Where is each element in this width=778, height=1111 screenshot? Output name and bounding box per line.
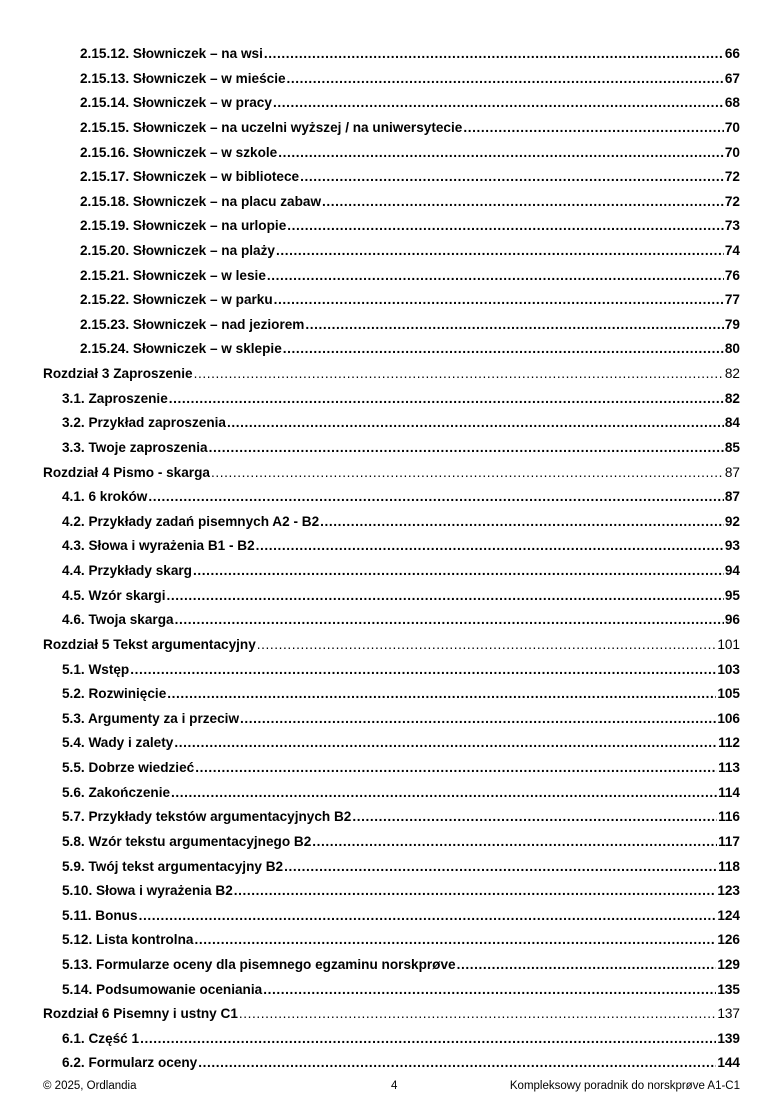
toc-entry-page: 84 [724,415,740,431]
toc-chapter-entry[interactable] [43,636,740,654]
toc-entry-title: 2.15.16. Słowniczek – w szkole [80,144,278,160]
toc-entry-page: 103 [717,661,740,677]
toc-entry[interactable] [62,661,740,679]
toc-entry-title: 5.11. Bonus [62,907,138,923]
toc-entry-title: Rozdział 5 Tekst argumentacyjny [43,636,256,652]
toc-dot-leader [167,587,724,605]
toc-entry-page: 79 [724,316,740,332]
toc-entry[interactable] [62,488,740,506]
toc-entry-title: Rozdział 3 Zaproszenie [43,366,193,382]
toc-entry-title: 2.15.14. Słowniczek – w pracy [80,95,272,111]
toc-dot-leader [148,488,723,506]
toc-entry-title: 5.8. Wzór tekstu argumentacyjnego B2 [62,833,312,849]
toc-entry[interactable] [62,710,740,728]
toc-entry[interactable] [80,316,740,334]
toc-entry-title: 5.12. Lista kontrolna [62,932,194,948]
toc-entry-page: 129 [717,956,740,972]
toc-entry-title: 5.1. Wstęp [62,661,130,677]
toc-dot-leader [167,685,716,703]
toc-entry[interactable] [62,1054,740,1072]
toc-entry-title: 2.15.20. Słowniczek – na plaży [80,243,275,258]
toc-entry[interactable] [62,562,740,580]
toc-dot-leader [139,907,717,925]
toc-dot-leader [322,193,724,211]
toc-entry[interactable] [62,685,740,703]
toc-entry[interactable] [62,784,740,802]
toc-entry-title: 2.15.22. Słowniczek – w parku [80,292,273,308]
toc-dot-leader [198,1054,716,1072]
toc-entry[interactable] [80,119,740,137]
toc-entry-title: 2.15.24. Słowniczek – w sklepie [80,341,282,357]
toc-entry-page: 137 [717,1006,740,1022]
toc-dot-leader [352,808,717,826]
toc-entry[interactable] [80,94,740,112]
toc-entry-page: 113 [718,760,740,775]
toc-entry-title: 5.9. Twój tekst argumentacyjny B2 [62,858,284,874]
toc-entry-page: 70 [724,119,740,135]
toc-entry[interactable] [80,217,740,235]
toc-entry-page: 80 [724,341,740,357]
toc-entry[interactable] [62,882,740,900]
toc-entry-page: 123 [717,883,740,899]
toc-entry-title: 2.15.21. Słowniczek – w lesie [80,267,266,283]
toc-dot-leader [211,464,724,482]
toc-dot-leader [239,1005,716,1023]
toc-entry-page: 66 [724,46,740,61]
toc-entry-page: 87 [724,489,740,505]
toc-entry-title: 6.2. Formularz oceny [62,1055,198,1071]
toc-entry[interactable] [62,513,740,531]
toc-dot-leader [283,340,724,358]
toc-entry-title: 4.3. Słowa i wyrażenia B1 - B2 [62,538,255,554]
toc-entry[interactable] [80,242,740,260]
toc-entry-page: 117 [718,833,740,849]
toc-entry-page: 124 [717,907,740,923]
toc-entry[interactable] [62,833,740,851]
toc-dot-leader [457,956,717,974]
toc-dot-leader [195,759,717,777]
toc-dot-leader [276,242,724,260]
toc-entry-page: 70 [724,144,740,160]
toc-entry-title: 2.15.23. Słowniczek – nad jeziorem [80,316,305,332]
toc-entry-page: 82 [724,390,740,406]
toc-entry-title: 2.15.15. Słowniczek – na uczelni wyższej / na uniwersytecie [80,119,463,135]
toc-entry-page: 74 [724,243,740,258]
toc-chapter-entry[interactable] [43,365,740,383]
toc-entry[interactable] [80,291,740,309]
toc-entry-title: 4.6. Twoja skarga [62,612,174,628]
toc-dot-leader [193,562,724,580]
toc-dot-leader [284,858,717,876]
toc-entry[interactable] [62,858,740,876]
toc-entry-title: 3.3. Twoje zaproszenia [62,439,208,455]
toc-dot-leader [287,217,724,235]
toc-entry-title: 2.15.19. Słowniczek – na urlopie [80,218,287,234]
toc-entry-page: 92 [724,513,740,529]
toc-entry-title: 5.13. Formularze oceny dla pisemnego egzaminu norskprøve [62,956,456,972]
toc-entry[interactable] [62,414,740,432]
toc-entry-title: 2.15.18. Słowniczek – na placu zabaw [80,193,322,209]
toc-entry-page: 76 [724,267,740,283]
toc-entry[interactable] [62,931,740,949]
toc-entry[interactable] [62,734,740,752]
toc-entry-title: 5.6. Zakończenie [62,784,171,800]
toc-entry-page: 95 [724,587,740,603]
toc-entry-title: 3.2. Przykład zaproszenia [62,415,226,431]
toc-dot-leader [267,267,724,285]
toc-entry-page: 68 [724,95,740,111]
toc-entry[interactable] [62,981,740,999]
toc-entry[interactable] [80,193,740,211]
toc-entry-page: 73 [724,218,740,234]
toc-entry[interactable] [62,611,740,629]
toc-entry-page: 72 [724,169,740,185]
toc-entry-title: 5.5. Dobrze wiedzieć [62,760,195,775]
toc-entry-page: 126 [717,932,740,948]
toc-dot-leader [312,833,717,851]
toc-entry-page: 77 [724,292,740,308]
toc-dot-leader [320,513,724,531]
toc-dot-leader [234,882,717,900]
toc-entry-page: 94 [724,563,740,578]
toc-dot-leader [287,70,724,88]
footer-page-number: 4 [391,1080,398,1092]
toc-entry-page: 105 [717,686,740,702]
toc-entry-title: 2.15.12. Słowniczek – na wsi [80,46,263,61]
toc-dot-leader [256,537,724,555]
toc-entry-page: 85 [724,439,740,455]
toc-entry-page: 112 [718,735,740,751]
toc-dot-leader [140,1030,716,1048]
toc-entry[interactable] [80,168,740,186]
toc-entry-page: 96 [724,612,740,628]
toc-entry-title: 2.15.13. Słowniczek – w mieście [80,70,286,86]
toc-entry-page: 101 [717,636,740,652]
toc-entry[interactable] [62,759,740,777]
toc-dot-leader [194,365,724,383]
toc-entry-title: 5.10. Słowa i wyrażenia B2 [62,883,233,899]
toc-entry[interactable] [80,340,740,358]
toc-dot-leader [305,316,723,334]
toc-entry-title: 3.1. Zaproszenie [62,390,168,406]
toc-dot-leader [194,931,716,949]
toc-entry[interactable] [62,390,740,408]
toc-entry[interactable] [80,267,740,285]
toc-entry-page: 118 [718,858,740,874]
toc-entry-page: 72 [724,193,740,209]
toc-entry[interactable] [62,808,740,826]
toc-entry[interactable] [80,45,740,63]
toc-dot-leader [278,144,724,162]
toc-entry[interactable] [62,907,740,925]
toc-entry-page: 144 [717,1055,740,1071]
toc-entry-page: 93 [724,538,740,554]
toc-chapter-entry[interactable] [43,464,740,482]
toc-dot-leader [227,414,724,432]
toc-entry-title: 5.2. Rozwinięcie [62,686,167,702]
toc-chapter-entry[interactable] [43,1005,740,1023]
toc-entry-page: 87 [724,464,740,480]
toc-entry-title: Rozdział 4 Pismo - skarga [43,464,210,480]
toc-entry-page: 67 [724,70,740,86]
toc-entry-title: 4.2. Przykłady zadań pisemnych A2 - B2 [62,513,320,529]
toc-entry-title: 5.4. Wady i zalety [62,735,174,751]
toc-dot-leader [240,710,716,728]
toc-entry-page: 82 [724,366,740,382]
toc-dot-leader [209,439,724,457]
toc-entry-page: 114 [718,784,740,800]
toc-dot-leader [175,611,724,629]
footer-book-title: Kompleksowy poradnik do norskprøve A1-C1 [509,1080,740,1092]
toc-entry-title: 4.4. Przykłady skarg [62,563,192,578]
toc-entry-page: 135 [717,981,740,997]
toc-dot-leader [264,45,724,63]
toc-entry-title: 4.5. Wzór skargi [62,587,166,603]
toc-dot-leader [257,636,717,654]
toc-dot-leader [263,981,716,999]
toc-entry-title: 5.7. Przykłady tekstów argumentacyjnych B2 [62,809,352,825]
toc-entry-title: Rozdział 6 Pisemny i ustny C1 [43,1006,238,1022]
page-footer [43,1080,740,1096]
toc-entry[interactable] [80,70,740,88]
toc-dot-leader [174,734,717,752]
toc-entry-title: 4.1. 6 kroków [62,489,148,505]
toc-entry-page: 106 [717,710,740,726]
toc-dot-leader [300,168,724,186]
toc-dot-leader [169,390,724,408]
toc-dot-leader [130,661,716,679]
toc-entry[interactable] [62,439,740,457]
toc-entry-title: 2.15.17. Słowniczek – w bibliotece [80,169,300,185]
toc-dot-leader [171,784,717,802]
toc-entry[interactable] [62,537,740,555]
toc-dot-leader [273,94,724,112]
toc-dot-leader [463,119,724,137]
footer-copyright: © 2025, Ordlandia [43,1080,137,1092]
toc-entry-page: 139 [717,1030,740,1046]
toc-entry-title: 5.3. Argumenty za i przeciw [62,710,240,726]
toc-entry[interactable] [62,956,740,974]
toc-entry[interactable] [62,1030,740,1048]
toc-entry[interactable] [62,587,740,605]
toc-dot-leader [274,291,724,309]
toc-entry-title: 6.1. Część 1 [62,1030,140,1046]
toc-entry[interactable] [80,144,740,162]
toc-entry-title: 5.14. Podsumowanie oceniania [62,981,263,997]
toc-entry-page: 116 [718,809,740,825]
